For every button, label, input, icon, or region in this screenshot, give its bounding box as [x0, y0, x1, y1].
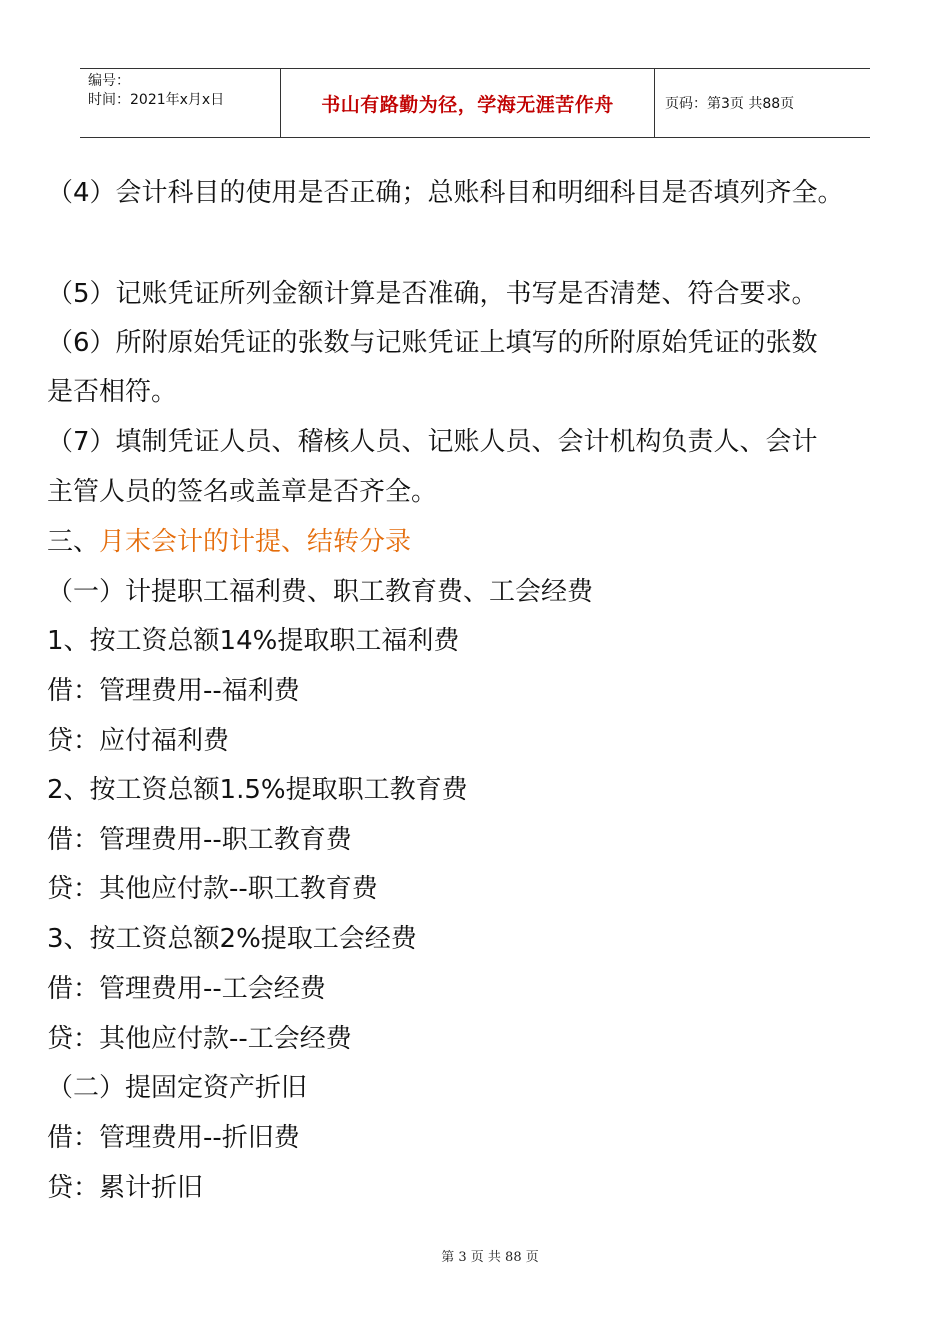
credit-line: 贷：应付福利费 — [47, 726, 230, 756]
paragraph-item-6-cont: 是否相符。 — [47, 377, 178, 407]
credit-line: 贷：累计折旧 — [47, 1173, 204, 1203]
subsection-heading-2: （二）提固定资产折旧 — [47, 1073, 308, 1103]
paragraph-item-7-cont: 主管人员的签名或盖章是否齐全。 — [47, 477, 438, 507]
paragraph-item-6: （6）所附原始凭证的张数与记账凭证上填写的所附原始凭证的张数 — [47, 328, 818, 358]
debit-line: 借：管理费用--福利费 — [47, 676, 300, 706]
section-number: 三、 — [47, 527, 100, 557]
debit-line: 借：管理费用--折旧费 — [47, 1123, 300, 1153]
header-motto: 书山有路勤为径，学海无涯苦作舟 — [321, 93, 614, 116]
credit-line: 贷：其他应付款--工会经费 — [47, 1024, 352, 1054]
paragraph-item-5: （5）记账凭证所列金额计算是否准确，书写是否清楚、符合要求。 — [47, 279, 818, 309]
header-page-cell — [655, 69, 870, 137]
document-number-label: 编号： — [88, 73, 130, 89]
entry-heading-1: 1、按工资总额14%提取职工福利费 — [47, 626, 460, 656]
entry-heading-2: 2、按工资总额1.5%提取职工教育费 — [47, 775, 468, 805]
debit-line: 借：管理费用--工会经费 — [47, 974, 326, 1004]
subsection-heading-1: （一）计提职工福利费、职工教育费、工会经费 — [47, 577, 594, 607]
document-header — [80, 68, 870, 138]
header-page-info: 页码：第3页 共88页 — [665, 96, 795, 112]
page-footer: 第 3 页 共 88 页 — [441, 1250, 539, 1265]
debit-line: 借：管理费用--职工教育费 — [47, 825, 352, 855]
header-motto-cell — [281, 69, 655, 137]
credit-line: 贷：其他应付款--职工教育费 — [47, 874, 378, 904]
paragraph-item-7: （7）填制凭证人员、稽核人员、记账人员、会计机构负责人、会计 — [47, 427, 818, 457]
document-time-label: 时间：2021年x月x日 — [88, 92, 225, 108]
paragraph-item-4: （4）会计科目的使用是否正确；总账科目和明细科目是否填列齐全。 — [47, 178, 844, 208]
section-title: 月末会计的计提、结转分录 — [99, 527, 412, 557]
entry-heading-3: 3、按工资总额2%提取工会经费 — [47, 924, 417, 954]
header-meta-cell — [80, 69, 281, 137]
section-heading — [47, 526, 411, 558]
